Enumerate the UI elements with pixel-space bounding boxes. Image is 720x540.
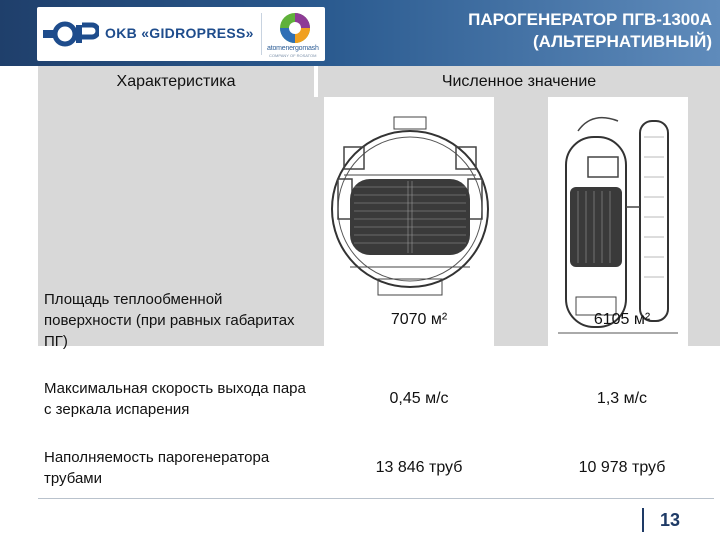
- title-line-1: ПАРОГЕНЕРАТОР ПГВ-1300А: [468, 10, 712, 29]
- column-header-value: Численное значение: [318, 66, 720, 97]
- logo-panel: [37, 7, 325, 61]
- page-number-bar: [642, 508, 644, 532]
- row-label: Максимальная скорость выхода пара с зеркала испарения: [44, 380, 306, 418]
- row-value-2: 1,3 м/с: [596, 390, 648, 407]
- partner-subtitle: COMPANY OF ROSATOM: [269, 53, 317, 58]
- row-value-1: 7070 м²: [390, 311, 448, 328]
- table-row: [38, 280, 720, 360]
- company-name: OKB «GIDROPRESS»: [105, 25, 254, 41]
- row-label: Площадь теплообменной поверхности (при равных габаритах ПГ): [44, 290, 295, 350]
- page-number: 13: [660, 510, 681, 530]
- title-line-2: (АЛЬТЕРНАТИВНЫЙ): [532, 32, 712, 51]
- row-value-1: 13 846 труб: [375, 459, 463, 476]
- table-row: [38, 364, 720, 434]
- row-value-2: 10 978 труб: [578, 459, 666, 476]
- partner-name: atomenergomash: [267, 45, 319, 52]
- column-header-characteristic: Характеристика: [38, 66, 314, 97]
- gidropress-logo-icon: [43, 21, 99, 47]
- row-value-1: 0,45 м/с: [389, 390, 449, 407]
- atomenergomash-logo-icon: [273, 11, 317, 45]
- page-title: [468, 9, 712, 53]
- row-value-2: 6105 м²: [593, 311, 651, 328]
- header-banner: [0, 0, 720, 66]
- table-row: [38, 440, 720, 496]
- footer-divider: [38, 498, 714, 499]
- row-label: Наполняемость парогенератора трубами: [44, 449, 270, 487]
- logo-divider: [261, 13, 262, 55]
